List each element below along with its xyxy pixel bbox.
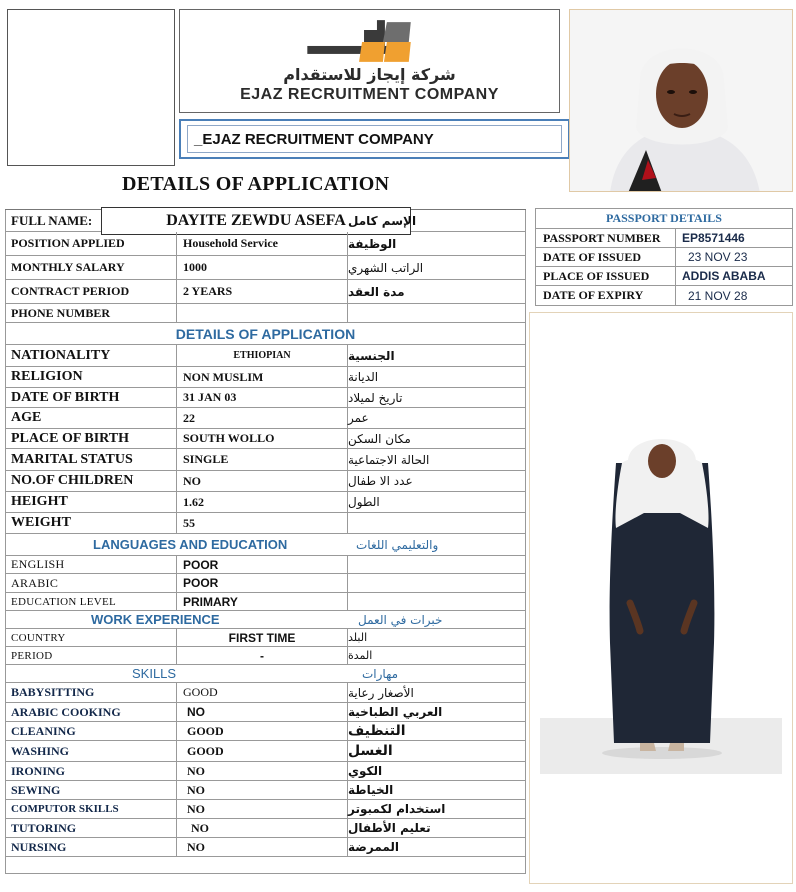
row-label: WASHING (6, 741, 177, 761)
languages-section-header (5, 534, 526, 556)
details-row (5, 513, 526, 534)
experience-heading: WORK EXPERIENCE (91, 612, 220, 627)
row-value: PRIMARY (177, 593, 348, 610)
row-arabic (348, 513, 525, 533)
row-arabic: الطول (348, 495, 380, 509)
details-row (5, 367, 526, 388)
row-arabic: المدة (348, 649, 373, 662)
skill-row (5, 819, 526, 838)
skill-row (5, 722, 526, 741)
skill-row (5, 741, 526, 762)
row-arabic: الوظيفة (348, 236, 397, 251)
row-label: COUNTRY (6, 629, 177, 646)
date-expiry-label: DATE OF EXPIRY (536, 286, 676, 305)
row-value: NO (177, 781, 348, 799)
skill-row (5, 800, 526, 819)
row-value: NO (177, 800, 348, 818)
row-value: POOR (177, 556, 348, 573)
company-name-bar (179, 119, 570, 159)
row-label: BABYSITTING (6, 683, 177, 702)
details-row (5, 429, 526, 449)
languages-heading: LANGUAGES AND EDUCATION (93, 537, 288, 552)
row-arabic: استخدام لكمبوتر (348, 802, 446, 816)
experience-section-header (5, 611, 526, 629)
row-label: TUTORING (6, 819, 177, 837)
passport-row (536, 229, 792, 248)
row-arabic: مكان السكن (348, 431, 411, 446)
row-value: NON MUSLIM (177, 367, 348, 387)
place-issued-label: PLACE OF ISSUED (536, 267, 676, 285)
row-label: RELIGION (6, 367, 177, 387)
row-arabic: عدد الا طفال (348, 474, 413, 488)
row-arabic: الغسل (348, 743, 393, 759)
details-heading: DETAILS OF APPLICATION (175, 325, 356, 342)
row-label: NO.OF CHILDREN (6, 471, 177, 491)
logo-arabic-text: شركة إيجاز للاستقدام (283, 65, 456, 84)
skill-row (5, 683, 526, 703)
row-value: FIRST TIME (177, 629, 348, 646)
form-row (5, 256, 526, 280)
page-title: DETAILS OF APPLICATION (122, 173, 390, 195)
row-value: ETHIOPIAN (177, 345, 348, 366)
skill-row (5, 838, 526, 857)
row-value: 1.62 (177, 492, 348, 512)
row-arabic: الخياطة (348, 783, 394, 797)
full-body-photo (529, 312, 793, 884)
row-value: GOOD (177, 683, 348, 702)
details-row (5, 345, 526, 367)
row-label: NURSING (6, 838, 177, 856)
details-row (5, 492, 526, 513)
row-label: COMPUTOR SKILLS (6, 800, 177, 818)
blank-photo-box (7, 9, 175, 166)
date-expiry-value: 21 NOV 28 (688, 288, 748, 303)
row-label: PERIOD (6, 647, 177, 664)
row-label: AGE (6, 408, 177, 428)
row-arabic (348, 304, 525, 322)
row-arabic: عمر (348, 411, 369, 425)
row-label: MONTHLY SALARY (6, 256, 177, 279)
row-label: PHONE NUMBER (6, 304, 177, 322)
row-label: IRONING (6, 762, 177, 780)
logo-english-text: EJAZ RECRUITMENT COMPANY (240, 86, 499, 103)
experience-row (5, 629, 526, 647)
row-label: PLACE OF BIRTH (6, 429, 177, 448)
passport-number-label: PASSPORT NUMBER (536, 229, 676, 247)
full-name-label: FULL NAME: (11, 212, 93, 228)
empty-row (5, 857, 526, 874)
row-value: NO (177, 838, 348, 856)
row-arabic: التنظيف (348, 723, 406, 739)
row-label: ARABIC (6, 574, 177, 592)
details-section-header (5, 323, 526, 345)
row-value: 31 JAN 03 (177, 388, 348, 407)
row-value: - (177, 647, 348, 664)
row-arabic: الحالة الاجتماعية (348, 452, 430, 467)
company-name-text: _EJAZ RECRUITMENT COMPANY (187, 125, 562, 153)
skills-heading-arabic: مهارات (362, 666, 399, 681)
row-arabic: الممرضة (348, 840, 400, 854)
row-arabic: مدة العقد (348, 284, 405, 299)
row-arabic: الأصغار رعاية (348, 685, 414, 700)
form-row (5, 304, 526, 323)
row-value: GOOD (177, 722, 348, 740)
full-name-value: DAYITE ZEWDU ASEFA (101, 207, 411, 235)
passport-row (536, 267, 792, 286)
row-label: EDUCATION LEVEL (6, 593, 177, 610)
company-logo-box (179, 9, 560, 113)
row-value: NO (177, 762, 348, 780)
passport-heading: PASSPORT DETAILS (536, 209, 792, 229)
row-label: MARITAL STATUS (6, 449, 177, 470)
form-row (5, 232, 526, 256)
passport-row (536, 286, 792, 305)
row-value: NO (177, 471, 348, 491)
row-value: NO (177, 819, 348, 837)
languages-heading-arabic: والتعليمي اللغات (356, 537, 439, 552)
full-name-arabic: الإسم كامل (348, 213, 417, 228)
row-label: CLEANING (6, 722, 177, 740)
row-label: POSITION APPLIED (6, 232, 177, 255)
language-row (5, 593, 526, 611)
experience-row (5, 647, 526, 665)
row-value: SINGLE (177, 449, 348, 470)
details-row (5, 408, 526, 429)
row-arabic: تاريخ لميلاد (348, 390, 403, 405)
row-arabic: البلد (348, 631, 368, 644)
row-arabic: الديانة (348, 370, 379, 384)
row-value (177, 304, 348, 322)
passport-row (536, 248, 792, 267)
details-row (5, 471, 526, 492)
row-label: WEIGHT (6, 513, 177, 533)
row-label: DATE OF BIRTH (6, 388, 177, 407)
row-value: SOUTH WOLLO (177, 429, 348, 448)
row-value: NO (177, 703, 348, 721)
row-arabic: العربي الطباخية (348, 705, 443, 719)
row-value: POOR (177, 574, 348, 592)
row-value: 55 (177, 513, 348, 533)
portrait-photo (569, 9, 793, 192)
row-value: GOOD (177, 741, 348, 761)
application-form (5, 209, 526, 874)
skill-row (5, 781, 526, 800)
row-value: 22 (177, 408, 348, 428)
experience-heading-arabic: خبرات في العمل (358, 612, 443, 627)
row-label: CONTRACT PERIOD (6, 280, 177, 303)
row-arabic: الراتب الشهري (348, 260, 424, 275)
date-issued-label: DATE OF ISSUED (536, 248, 676, 266)
row-value: Household Service (177, 232, 348, 255)
passport-number-value: EP8571446 (682, 231, 745, 245)
details-row (5, 388, 526, 408)
row-label: NATIONALITY (6, 345, 177, 366)
row-value: 1000 (177, 256, 348, 279)
passport-details-table (535, 208, 793, 306)
skills-heading: SKILLS (132, 666, 177, 681)
row-arabic: تعليم الأطفال (348, 821, 431, 835)
skill-row (5, 703, 526, 722)
row-arabic: الكوي (348, 764, 383, 778)
details-row (5, 449, 526, 471)
company-logo-icon (180, 16, 559, 64)
language-row (5, 574, 526, 593)
row-label: ARABIC COOKING (6, 703, 177, 721)
row-value: 2 YEARS (177, 280, 348, 303)
form-row (5, 280, 526, 304)
language-row (5, 556, 526, 574)
full-name-row (5, 210, 526, 232)
row-label: SEWING (6, 781, 177, 799)
date-issued-value: 23 NOV 23 (688, 250, 748, 264)
place-issued-value: ADDIS ABABA (682, 269, 766, 283)
row-arabic: الجنسية (348, 348, 395, 363)
row-label: HEIGHT (6, 492, 177, 512)
row-label: ENGLISH (6, 556, 177, 573)
skill-row (5, 762, 526, 781)
skills-section-header (5, 665, 526, 683)
